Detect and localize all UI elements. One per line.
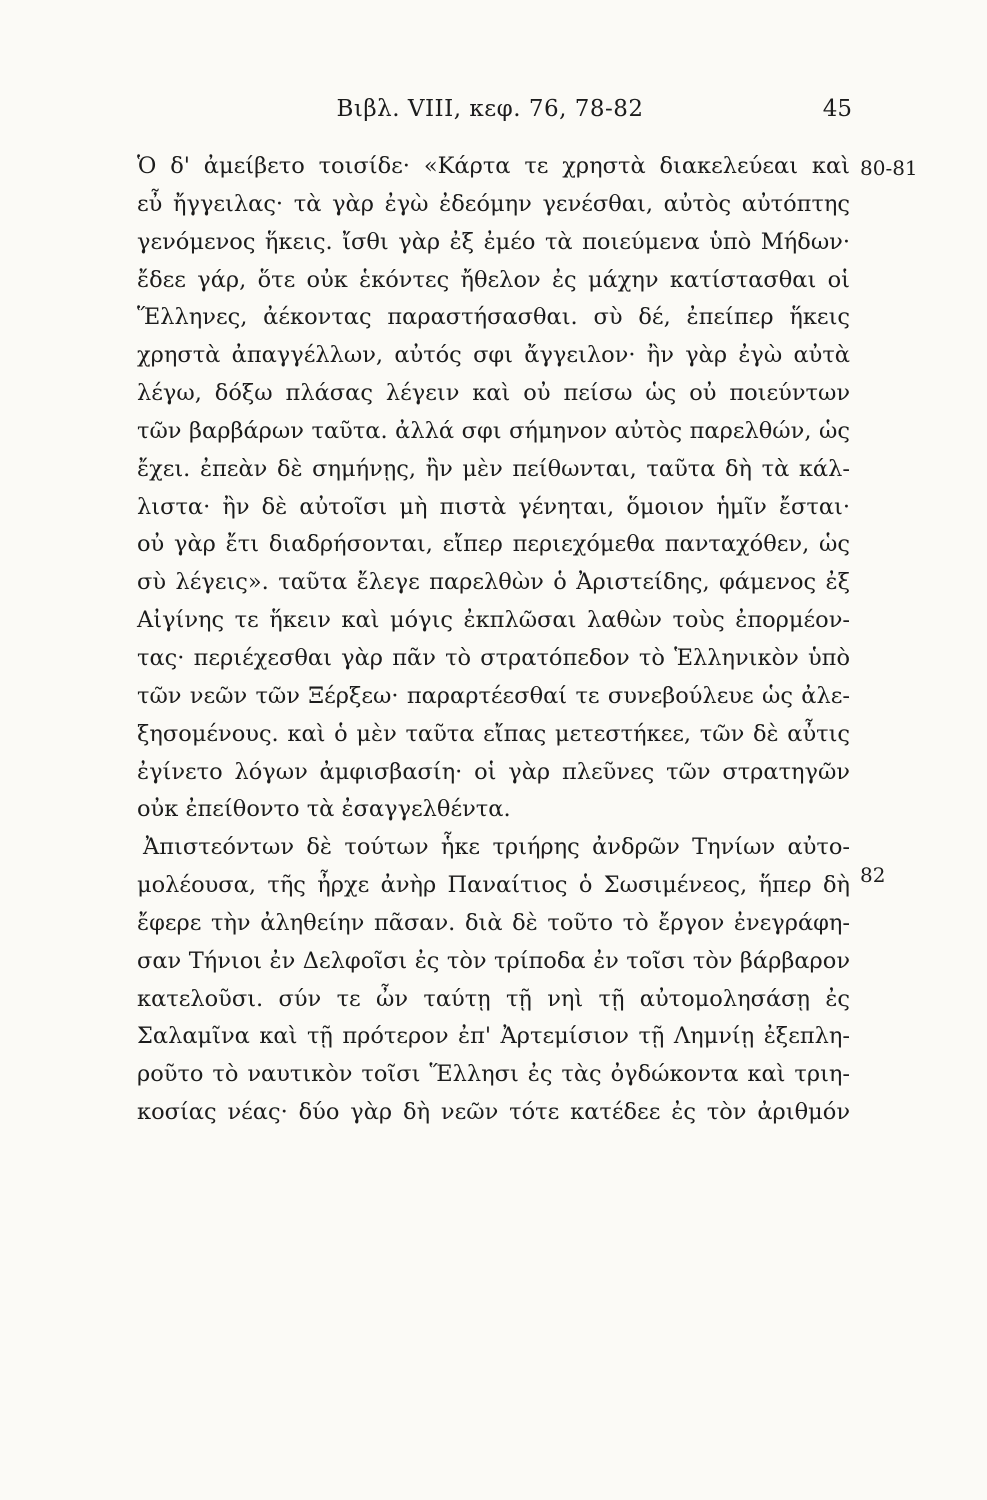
text-line-4: ἔδεε γάρ, ὅτε οὐκ ἑκόντες ἤθελον ἐς μάχην κατίστασθαι οἱ [137,266,850,293]
margin-note-chapter-82: 82 [860,863,886,887]
text-line-5: Ἕλληνες, ἀέκοντας παραστήσασθαι. σὺ δέ, ἐπείπερ ἥκεις [137,304,850,331]
text-line-9: ἔχει. ἐπεὰν δὲ σημήνῃς, ἢν μὲν πείθωνται, ταῦτα δὴ τὰ κάλ- [137,455,850,482]
body-text [137,148,850,1132]
text-line-23: κατελοῦσι. σύν τε ὦν ταύτῃ τῇ νηὶ τῇ αὐτομολησάσῃ ἐς [137,985,850,1012]
running-head: Βιβλ. VIII, κεφ. 76, 78-82 [336,96,644,122]
text-line-16: ξησομένους. καὶ ὁ μὲν ταῦτα εἴπας μετεστήκεε, τῶν δὲ αὖτις [137,720,850,747]
text-line-18: οὐκ ἐπείθοντο τὰ ἐσαγγελθέντα. [137,796,511,823]
text-line-2: εὖ ἤγγειλας· τὰ γὰρ ἐγὼ ἐδεόμην γενέσθαι, αὐτὸς αὐτόπτης [137,190,850,217]
text-line-22: σαν Τήνιοι ἐν Δελφοῖσι ἐς τὸν τρίποδα ἐν τοῖσι τὸν βάρβαρον [137,947,850,974]
text-line-6: χρηστὰ ἀπαγγέλλων, αὐτός σφι ἄγγειλον· ἢν γὰρ ἐγὼ αὐτὰ [137,342,850,369]
text-line-7: λέγω, δόξω πλάσας λέγειν καὶ οὐ πείσω ὡς οὐ ποιεύντων [137,380,850,407]
text-line-26: κοσίας νέας· δύο γὰρ δὴ νεῶν τότε κατέδεε ἐς τὸν ἀριθμόν [137,1099,850,1126]
text-line-12: σὺ λέγεις». ταῦτα ἔλεγε παρελθὼν ὁ Ἀριστείδης, φάμενος ἐξ [137,569,850,596]
text-line-1: Ὁ δ' ἀμείβετο τοισίδε· «Κάρτα τε χρηστὰ διακελεύεαι καὶ [137,153,850,179]
text-line-10: λιστα· ἢν δὲ αὐτοῖσι μὴ πιστὰ γένηται, ὅμοιον ἡμῖν ἔσται· [137,493,850,520]
text-line-11: οὐ γὰρ ἔτι διαδρήσονται, εἴπερ περιεχόμεθα πανταχόθεν, ὡς [137,531,850,558]
text-line-24: Σαλαμῖνα καὶ τῇ πρότερον ἐπ' Ἀρτεμίσιον τῇ Λημνίῃ ἐξεπλη- [137,1023,850,1050]
text-line-17: ἐγίνετο λόγων ἀμφισβασίη· οἱ γὰρ πλεῦνες τῶν στρατηγῶν [137,758,850,785]
text-line-20: μολέουσα, τῆς ἦρχε ἀνὴρ Παναίτιος ὁ Σωσιμένεος, ἥπερ δὴ [137,872,850,899]
text-line-15: τῶν νεῶν τῶν Ξέρξεω· παραρτέεσθαί τε συνεβούλευε ὡς ἀλε- [137,682,850,709]
page-number: 45 [822,96,852,122]
text-line-21: ἔφερε τὴν ἀληθείην πᾶσαν. διὰ δὲ τοῦτο τὸ ἔργον ἐνεγράφη- [137,909,850,936]
text-line-8: τῶν βαρβάρων ταῦτα. ἀλλά σφι σήμηνον αὐτὸς παρελθών, ὡς [137,417,850,444]
text-line-25: ροῦτο τὸ ναυτικὸν τοῖσι Ἕλλησι ἐς τὰς ὀγδώκοντα καὶ τριη- [137,1061,850,1088]
text-line-14: τας· περιέχεσθαι γὰρ πᾶν τὸ στρατόπεδον τὸ Ἑλληνικὸν ὑπὸ [137,644,850,671]
text-line-13: Αἰγίνης τε ἥκειν καὶ μόγις ἐκπλῶσαι λαθὼν τοὺς ἐπορμέον- [137,607,850,634]
text-line-19: Ἀπιστεόντων δὲ τούτων ἧκε τριήρης ἀνδρῶν Τηνίων αὐτο- [143,834,850,861]
margin-note-chapter-80-81: 80-81 [860,156,918,180]
text-line-3: γενόμενος ἥκεις. ἴσθι γὰρ ἐξ ἐμέο τὰ ποιεύμενα ὑπὸ Μήδων· [137,228,850,255]
